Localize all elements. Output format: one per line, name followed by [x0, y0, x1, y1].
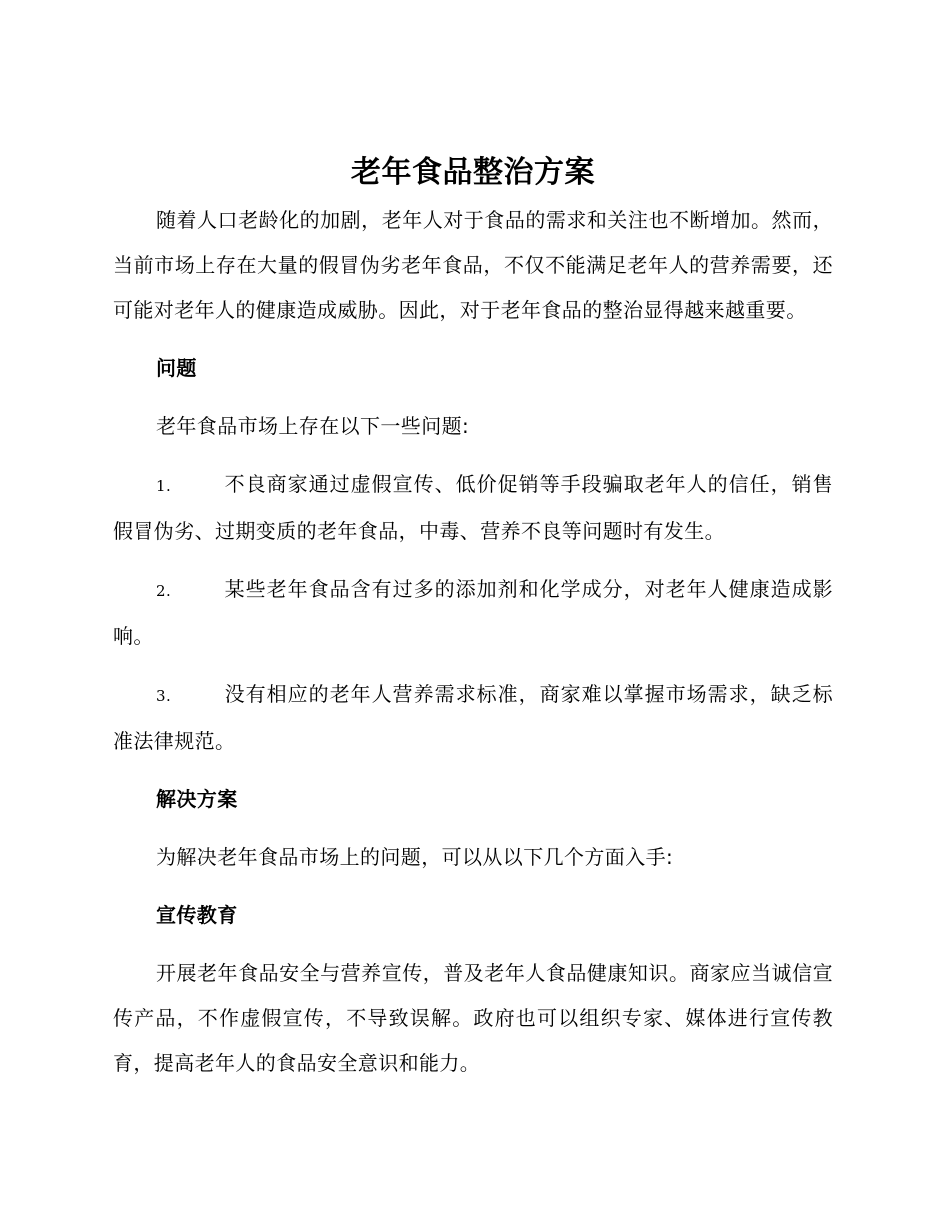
list-number: 1.	[156, 477, 172, 495]
list-number: 2.	[156, 582, 172, 600]
document-title: 老年食品整治方案	[351, 155, 595, 190]
intro-paragraph: 随着人口老龄化的加剧，老年人对于食品的需求和关注也不断增加。然而，当前市场上存在大量的假冒伪劣老年食品，不仅不能满足老年人的营养需要，还可能对老年人的健康造成威胁。因此，对于老年食品的整治显得越来越重要。	[113, 208, 833, 322]
document-page	[113, 148, 833, 1086]
list-number: 3.	[156, 687, 172, 705]
list-item	[113, 672, 833, 764]
list-item	[113, 462, 833, 554]
list-item-text: 某些老年食品含有过多的添加剂和化学成分，对老年人健康造成影响。	[113, 577, 833, 648]
list-item-text: 没有相应的老年人营养需求标准，商家难以掌握市场需求，缺乏标准法律规范。	[113, 682, 833, 753]
list-item	[113, 567, 833, 659]
education-heading: 宣传教育	[156, 903, 238, 927]
problems-heading: 问题	[156, 356, 197, 380]
solutions-heading: 解决方案	[156, 787, 238, 811]
list-item-text: 不良商家通过虚假宣传、低价促销等手段骗取老年人的信任，销售假冒伪劣、过期变质的老年食品，中毒、营养不良等问题时有发生。	[113, 472, 833, 543]
solutions-intro: 为解决老年食品市场上的问题，可以从以下几个方面入手:	[156, 845, 674, 869]
problems-intro: 老年食品市场上存在以下一些问题:	[156, 414, 470, 438]
education-paragraph: 开展老年食品安全与营养宣传，普及老年人食品健康知识。商家应当诚信宣传产品，不作虚假宣传，不导致误解。政府也可以组织专家、媒体进行宣传教育，提高老年人的食品安全意识和能力。	[113, 961, 833, 1075]
